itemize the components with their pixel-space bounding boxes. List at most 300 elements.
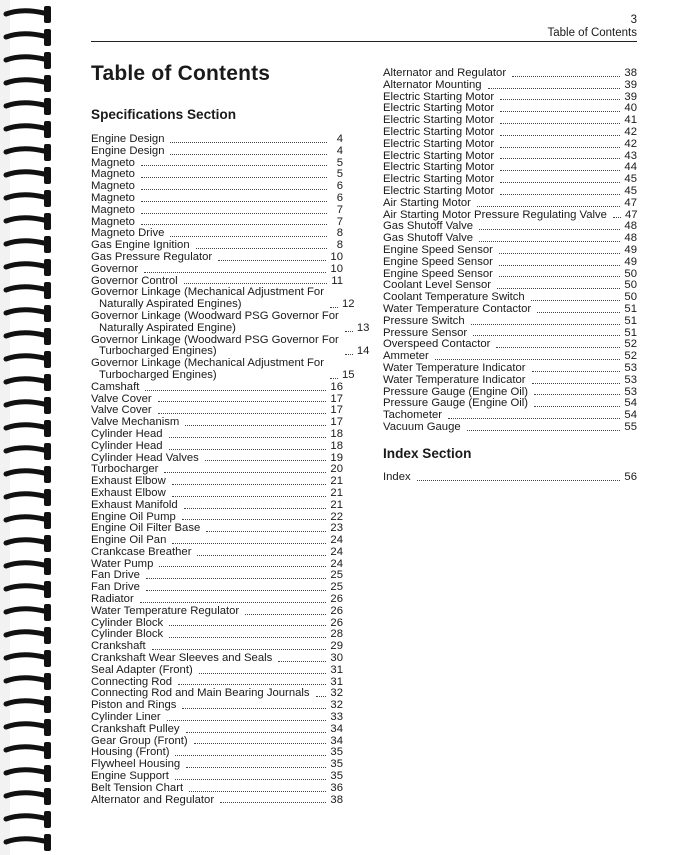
toc-entry-page: 53	[624, 373, 637, 386]
toc-entry-page: 16	[330, 380, 343, 393]
dot-leader	[170, 142, 327, 143]
binding-coil	[6, 172, 44, 175]
toc-entry-label: Coolant Temperature Switch	[383, 291, 525, 304]
dot-leader	[169, 449, 327, 450]
toc-entry-page: 24	[330, 545, 343, 558]
toc-entry-label: Alternator and Regulator	[91, 793, 215, 806]
dot-leader	[194, 743, 327, 744]
binding-hole	[44, 190, 51, 207]
binding-hole	[44, 558, 51, 575]
binding-coil	[6, 655, 44, 658]
toc-entry-label: Exhaust Elbow	[91, 475, 166, 488]
index-toc-list	[383, 472, 637, 484]
toc-entry-label: Pressure Gauge (Engine Oil)	[383, 385, 529, 398]
dot-leader	[170, 154, 327, 155]
binding-hole	[44, 75, 51, 92]
binding-hole	[44, 121, 51, 138]
toc-entry-label: Connecting Rod and Main Bearing Journals	[91, 687, 310, 700]
dot-leader	[417, 480, 621, 481]
toc-entry-page: 31	[330, 675, 343, 688]
toc-entry-label: Housing (Front)	[91, 746, 170, 759]
binding-coil	[6, 402, 44, 405]
toc-entry-label: Piston and Rings	[91, 699, 177, 712]
binding-coil	[6, 632, 44, 635]
binding-coil	[6, 103, 44, 106]
binding-hole	[44, 236, 51, 253]
binding-hole	[44, 213, 51, 230]
dot-leader	[189, 791, 326, 792]
toc-entry-label: Governor Linkage (Woodward PSG Governor For	[91, 333, 339, 346]
binding-hole	[44, 29, 51, 46]
index-section-heading: Index Section	[383, 446, 472, 461]
dot-leader	[146, 590, 326, 591]
toc-entry-label: Cylinder Head	[91, 427, 163, 440]
toc-entry	[383, 472, 637, 484]
dot-leader	[182, 519, 327, 520]
dot-leader	[479, 229, 620, 230]
dot-leader	[500, 135, 620, 136]
dot-leader	[534, 394, 620, 395]
toc-entry-page: 18	[330, 439, 343, 452]
dot-leader	[500, 123, 620, 124]
dot-leader	[499, 265, 621, 266]
binding-hole	[44, 420, 51, 437]
toc-entry-page: 34	[330, 734, 343, 747]
toc-entry-page: 10	[330, 262, 343, 275]
toc-entry-page: 6	[336, 191, 343, 204]
toc-entry-page: 30	[330, 652, 343, 665]
binding-hole	[44, 765, 51, 782]
binding-coil	[6, 218, 44, 221]
dot-leader	[330, 307, 338, 308]
dot-leader	[499, 276, 621, 277]
binding-coil	[6, 701, 44, 704]
dot-leader	[435, 359, 621, 360]
dot-leader	[141, 177, 327, 178]
toc-entry-page: 24	[330, 557, 343, 570]
dot-leader	[175, 779, 327, 780]
dot-leader	[158, 401, 327, 402]
toc-entry-page: 35	[330, 758, 343, 771]
binding-hole	[44, 581, 51, 598]
dot-leader	[178, 684, 326, 685]
toc-entry-page: 21	[330, 498, 343, 511]
toc-entry-page: 29	[330, 640, 343, 653]
binding-hole	[44, 489, 51, 506]
toc-entry-page: 36	[330, 781, 343, 794]
toc-entry-page: 5	[336, 156, 343, 169]
toc-entry-label: Magneto Drive	[91, 227, 165, 240]
dot-leader	[158, 413, 327, 414]
toc-entry-label-continued: Naturally Aspirated Engine)	[99, 321, 236, 334]
dot-leader	[448, 418, 620, 419]
toc-entry-page: 4	[336, 133, 343, 145]
toc-entry-label: Magneto	[91, 215, 135, 228]
spiral-binding	[0, 0, 78, 855]
dot-leader	[500, 158, 620, 159]
toc-entry	[383, 422, 637, 434]
toc-entry	[91, 286, 355, 311]
binding-hole	[44, 788, 51, 805]
dot-leader	[141, 213, 327, 214]
toc-entry-label: Ammeter	[383, 350, 429, 363]
binding-hole	[44, 144, 51, 161]
binding-hole	[44, 811, 51, 828]
dot-leader	[141, 165, 327, 166]
toc-entry-page: 20	[330, 463, 343, 476]
toc-entry-page: 52	[624, 350, 637, 363]
toc-entry-label: Gas Engine Ignition	[91, 239, 190, 252]
binding-coil	[6, 586, 44, 589]
toc-entry-page: 39	[624, 90, 637, 103]
toc-entry-label: Turbocharger	[91, 463, 159, 476]
binding-hole	[44, 512, 51, 529]
dot-leader	[159, 566, 326, 567]
toc-entry-label: Electric Starting Motor	[383, 125, 495, 138]
dot-leader	[500, 147, 620, 148]
page-title: Table of Contents	[91, 62, 271, 85]
dot-leader	[497, 288, 620, 289]
toc-entry-page: 4	[336, 144, 343, 157]
toc-entry-label-continued: Turbocharged Engines)	[99, 345, 217, 358]
toc-entry-page: 42	[624, 125, 637, 138]
dot-leader	[197, 555, 326, 556]
toc-entry	[91, 309, 370, 335]
binding-hole	[44, 696, 51, 713]
dot-leader	[141, 189, 327, 190]
binding-hole	[44, 351, 51, 368]
toc-entry-label: Magneto	[91, 203, 135, 216]
toc-entry-page: 47	[624, 208, 638, 221]
dot-leader	[345, 354, 353, 355]
binding-hole	[44, 535, 51, 552]
page-number: 3	[630, 14, 637, 26]
dot-leader	[218, 260, 326, 261]
dot-leader	[205, 460, 327, 461]
binding-coil	[6, 195, 44, 198]
running-header-title: Table of Contents	[547, 27, 637, 39]
specifications-toc-list	[91, 133, 370, 806]
dot-leader	[175, 755, 326, 756]
toc-entry-page: 56	[624, 471, 637, 483]
binding-coil	[6, 80, 44, 83]
toc-entry-label: Exhaust Elbow	[91, 486, 166, 499]
toc-entry-page: 49	[624, 243, 637, 256]
dot-leader	[185, 425, 326, 426]
toc-entry-page: 50	[624, 267, 637, 280]
binding-coil	[6, 126, 44, 129]
dot-leader	[500, 111, 620, 112]
toc-entry-label: Engine Speed Sensor	[383, 267, 493, 280]
toc-entry-label: Connecting Rod	[91, 675, 173, 688]
toc-entry-page: 26	[330, 593, 343, 606]
toc-entry-label: Gas Shutoff Valve	[383, 232, 474, 245]
dot-leader	[534, 406, 620, 407]
binding-hole	[44, 328, 51, 345]
toc-entry-label: Water Temperature Indicator	[383, 373, 526, 386]
toc-entry-page: 22	[330, 510, 343, 523]
toc-entry-label: Cylinder Liner	[91, 711, 161, 724]
toc-entry-label: Engine Design	[91, 144, 165, 157]
toc-entry-page: 50	[624, 291, 637, 304]
toc-entry-page: 38	[624, 67, 637, 79]
dot-leader	[169, 437, 327, 438]
dot-leader	[532, 371, 621, 372]
binding-coil	[6, 724, 44, 727]
toc-entry-page: 54	[624, 409, 637, 422]
binding-hole	[44, 443, 51, 460]
binding-coil	[6, 356, 44, 359]
dot-leader	[182, 708, 326, 709]
dot-leader	[330, 378, 338, 379]
toc-entry-label: Coolant Level Sensor	[383, 279, 492, 292]
dot-leader	[499, 253, 621, 254]
dot-leader	[512, 76, 620, 77]
toc-entry-page: 7	[336, 215, 343, 228]
dot-leader	[144, 272, 326, 273]
dot-leader	[141, 201, 327, 202]
toc-entry-label: Cylinder Head	[91, 439, 163, 452]
toc-entry-label: Magneto	[91, 156, 135, 169]
toc-entry-label: Governor Linkage (Woodward PSG Governor For	[91, 309, 339, 322]
binding-hole	[44, 650, 51, 667]
binding-coil	[6, 241, 44, 244]
toc-entry-label: Valve Cover	[91, 404, 152, 417]
toc-entry-label: Fan Drive	[91, 569, 140, 582]
dot-leader	[500, 194, 620, 195]
dot-leader	[145, 390, 326, 391]
toc-entry-label: Engine Speed Sensor	[383, 243, 493, 256]
toc-entry-label: Magneto	[91, 180, 135, 193]
toc-entry-page: 49	[624, 255, 637, 268]
toc-entry-page: 19	[330, 451, 343, 464]
toc-entry-label: Engine Oil Pump	[91, 510, 176, 523]
binding-coil	[6, 770, 44, 773]
toc-entry-label: Electric Starting Motor	[383, 184, 495, 197]
toc-entry-label: Electric Starting Motor	[383, 173, 495, 186]
toc-entry-page: 34	[330, 722, 343, 735]
dot-leader	[477, 206, 621, 207]
binding-hole	[44, 627, 51, 644]
binding-hole	[44, 6, 51, 23]
binding-hole	[44, 98, 51, 115]
dot-leader	[206, 531, 326, 532]
binding-coil	[6, 425, 44, 428]
dot-leader	[172, 496, 327, 497]
dot-leader	[141, 224, 327, 225]
binding-coil	[6, 310, 44, 313]
toc-entry-page: 53	[624, 361, 637, 374]
dot-leader	[488, 88, 621, 89]
toc-entry-page: 32	[330, 699, 343, 712]
binding-coil	[6, 287, 44, 290]
dot-leader	[278, 661, 326, 662]
toc-entry-page: 10	[330, 250, 343, 263]
toc-entry-label: Vacuum Gauge	[383, 420, 461, 433]
toc-entry-page: 35	[330, 770, 343, 783]
dot-leader	[167, 720, 327, 721]
toc-entry-label: Exhaust Manifold	[91, 498, 178, 511]
toc-entry-label: Engine Oil Filter Base	[91, 522, 201, 535]
toc-entry-label: Tachometer	[383, 409, 443, 422]
toc-entry-label: Engine Design	[91, 133, 165, 145]
binding-coil	[6, 333, 44, 336]
toc-entry-label: Water Temperature Regulator	[91, 604, 240, 617]
toc-entry-label: Electric Starting Motor	[383, 90, 495, 103]
toc-entry-page: 13	[356, 321, 370, 334]
toc-entry-label: Pressure Switch	[383, 314, 465, 327]
binding-coil	[6, 563, 44, 566]
dot-leader	[613, 217, 621, 218]
toc-entry-page: 24	[330, 534, 343, 547]
dot-leader	[186, 732, 327, 733]
toc-entry-label: Gas Pressure Regulator	[91, 250, 213, 263]
binding-hole	[44, 167, 51, 184]
toc-entry-page: 26	[330, 604, 343, 617]
binding-hole	[44, 374, 51, 391]
toc-entry-page: 6	[336, 180, 343, 193]
binding-coil	[6, 517, 44, 520]
dot-leader	[146, 578, 326, 579]
binding-hole	[44, 742, 51, 759]
specifications-section-heading: Specifications Section	[91, 107, 237, 122]
toc-entry-page: 21	[330, 486, 343, 499]
dot-leader	[172, 484, 327, 485]
dot-leader	[186, 767, 326, 768]
toc-entry-page: 25	[330, 569, 343, 582]
toc-entry-page: 45	[624, 173, 637, 186]
binding-coil	[6, 793, 44, 796]
dot-leader	[500, 170, 620, 171]
binding-coil	[6, 839, 44, 842]
toc-entry-page: 53	[624, 385, 637, 398]
toc-entry-label: Fan Drive	[91, 581, 140, 594]
binding-coil	[6, 149, 44, 152]
binding-hole	[44, 673, 51, 690]
toc-entry-page: 33	[330, 711, 343, 724]
toc-entry-page: 12	[341, 298, 355, 311]
toc-entry-label: Water Pump	[91, 557, 154, 570]
toc-entry	[91, 357, 355, 382]
dot-leader	[196, 248, 327, 249]
toc-entry-label: Crankshaft	[91, 640, 146, 653]
toc-entry-label: Crankshaft Pulley	[91, 722, 180, 735]
toc-entry-label: Cylinder Block	[91, 628, 164, 641]
binding-hole	[44, 259, 51, 276]
binding-coil	[6, 816, 44, 819]
toc-entry-page: 11	[331, 274, 343, 287]
toc-entry-label: Crankshaft Wear Sleeves and Seals	[91, 652, 273, 665]
binding-coil	[6, 471, 44, 474]
toc-entry-label-continued: Naturally Aspirated Engines)	[99, 298, 242, 311]
toc-entry-page: 54	[624, 397, 637, 410]
toc-entry-page: 14	[356, 345, 370, 358]
toc-entry-page: 23	[330, 522, 343, 535]
toc-entry-label: Belt Tension Chart	[91, 781, 184, 794]
toc-entry-label: Governor	[91, 262, 139, 275]
toc-entry-page: 38	[330, 793, 343, 806]
dot-leader	[345, 331, 353, 332]
dot-leader	[467, 430, 621, 431]
toc-entry-page: 51	[624, 302, 637, 315]
toc-entry-label: Camshaft	[91, 380, 140, 393]
toc-entry-label: Electric Starting Motor	[383, 149, 495, 162]
toc-entry-page: 51	[624, 326, 637, 339]
binding-coil	[6, 540, 44, 543]
toc-entry-label: Pressure Sensor	[383, 326, 468, 339]
toc-entry-page: 55	[624, 420, 637, 433]
toc-entry-label: Index	[383, 471, 411, 483]
toc-entry-label: Flywheel Housing	[91, 758, 181, 771]
toc-entry-label: Governor Control	[91, 274, 178, 287]
toc-entry-page: 35	[330, 746, 343, 759]
binding-coil	[6, 448, 44, 451]
toc-entry-label: Air Starting Motor Pressure Regulating Valve	[383, 208, 607, 221]
dot-leader	[199, 673, 327, 674]
header-rule	[91, 41, 637, 42]
toc-entry-label: Cylinder Head Valves	[91, 451, 199, 464]
dot-leader	[531, 300, 621, 301]
dot-leader	[184, 508, 327, 509]
toc-entry-page: 45	[624, 184, 637, 197]
dot-leader	[496, 347, 620, 348]
binding-coil	[6, 494, 44, 497]
toc-entry-page: 21	[330, 475, 343, 488]
dot-leader	[473, 335, 620, 336]
dot-leader	[172, 543, 326, 544]
dot-leader	[479, 241, 620, 242]
binding-hole	[44, 305, 51, 322]
toc-entry-label: Water Temperature Indicator	[383, 361, 526, 374]
toc-entry-label: Electric Starting Motor	[383, 114, 495, 127]
toc-entry-label: Alternator and Regulator	[383, 67, 507, 79]
dot-leader	[245, 614, 326, 615]
toc-entry-page: 44	[624, 161, 637, 174]
binding-coil	[6, 379, 44, 382]
toc-entry	[91, 795, 343, 807]
toc-entry-page: 32	[330, 687, 343, 700]
binding-coil	[6, 609, 44, 612]
binding-hole	[44, 397, 51, 414]
toc-entry-page: 48	[624, 220, 637, 233]
toc-entry-label: Radiator	[91, 593, 134, 606]
toc-entry-page: 41	[624, 114, 637, 127]
toc-entry-page: 7	[336, 203, 343, 216]
toc-entry-label: Electric Starting Motor	[383, 161, 495, 174]
toc-entry-page: 26	[330, 616, 343, 629]
toc-entry-page: 31	[330, 663, 343, 676]
toc-entry-label: Air Starting Motor	[383, 196, 471, 209]
binding-coil	[6, 34, 44, 37]
binding-coil	[6, 11, 44, 14]
toc-entry-label-continued: Turbocharged Engines)	[99, 368, 217, 381]
toc-entry-page: 51	[624, 314, 637, 327]
dot-leader	[152, 649, 327, 650]
toc-entry-label: Alternator Mounting	[383, 78, 482, 91]
toc-entry-label: Governor Linkage (Mechanical Adjustment For	[91, 357, 324, 370]
dot-leader	[184, 283, 327, 284]
binding-coil	[6, 678, 44, 681]
toc-entry	[91, 333, 370, 359]
toc-entry-label: Water Temperature Contactor	[383, 302, 532, 315]
toc-entry-page: 52	[624, 338, 637, 351]
dot-leader	[537, 312, 620, 313]
toc-entry-label: Magneto	[91, 191, 135, 204]
toc-entry-label: Gas Shutoff Valve	[383, 220, 474, 233]
toc-entry-page: 17	[330, 416, 343, 429]
toc-entry-label: Cylinder Block	[91, 616, 164, 629]
toc-entry-label: Crankcase Breather	[91, 545, 192, 558]
